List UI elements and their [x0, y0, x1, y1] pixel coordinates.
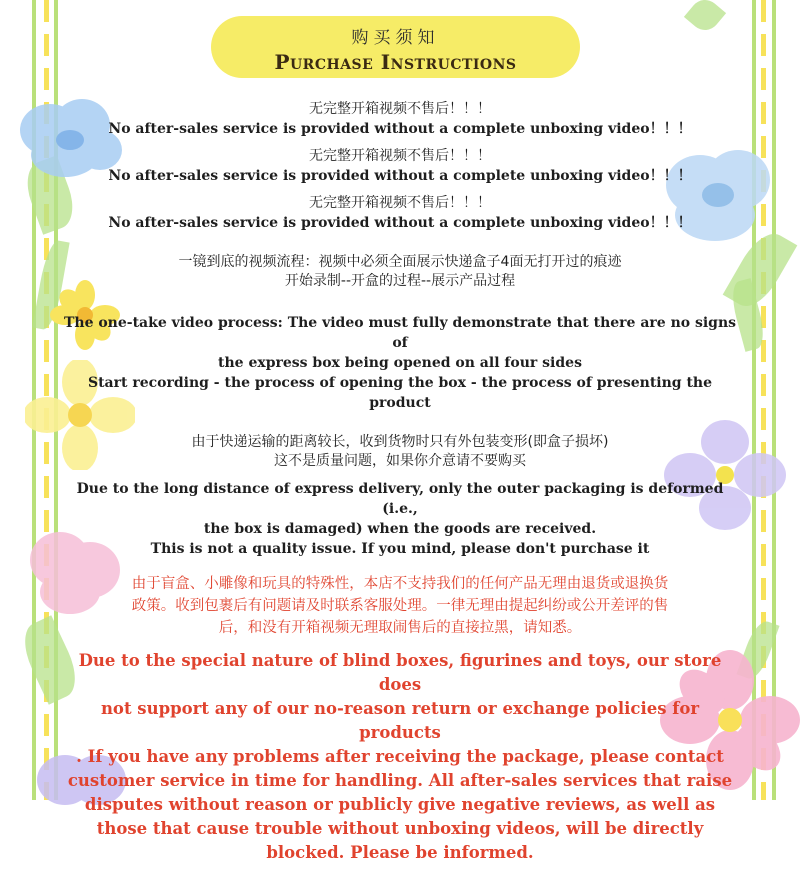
shipping-en-block: [60, 479, 740, 559]
instructions-content: [60, 100, 740, 873]
policy-en-line: disputes without reason or publicly give negative reviews, as well as: [84, 795, 716, 814]
policy-en-line: those that cause trouble without unboxing videos, will be directly: [96, 819, 704, 838]
notice-block: [60, 194, 740, 233]
process-en-line: the express box being opened on all four sides: [218, 355, 582, 371]
title-en: Purchase Instructions: [274, 50, 517, 74]
notice-en: No after-sales service is provided without a complete unboxing video！！！: [108, 121, 692, 137]
policy-zh-line: 政策。收到包裹后有问题请及时联系客服处理。一律无理由提起纠纷或公开差评的售: [131, 598, 669, 614]
process-en-line: Start recording - the process of opening the box - the process of presenting the product: [87, 375, 713, 411]
notice-zh: 无完整开箱视频不售后！！！: [309, 101, 491, 117]
leaf-icon: [684, 0, 726, 36]
shipping-zh-block: [60, 433, 740, 471]
notice-zh: 无完整开箱视频不售后！！！: [309, 148, 491, 164]
notice-block: [60, 100, 740, 139]
shipping-en-line: Due to the long distance of express delivery, only the outer packaging is deformed (i.e.,: [76, 481, 724, 517]
policy-zh-line: 后，和没有开箱视频无理取闹售后的直接拉黑，请知悉。: [218, 620, 582, 636]
title-zh: 购买须知: [351, 28, 440, 48]
header-pill: [211, 16, 580, 78]
process-en-line: The one-take video process: The video must fully demonstrate that there are no signs of: [63, 315, 737, 351]
process-zh-line: 开始录制--开盒的过程--展示产品过程: [284, 273, 516, 289]
policy-en-line: customer service in time for handling. All after-sales services that raise: [67, 771, 733, 790]
process-en-block: [60, 313, 740, 413]
shipping-en-line: the box is damaged) when the goods are received.: [203, 521, 597, 537]
policy-en-block: [60, 649, 740, 865]
policy-en-line: not support any of our no-reason return or exchange policies for products: [100, 699, 700, 742]
shipping-zh-line: 由于快递运输的距离较长，收到货物时只有外包装变形(即盒子损坏): [191, 434, 609, 450]
notice-en: No after-sales service is provided without a complete unboxing video！！！: [108, 168, 692, 184]
policy-en-line: blocked. Please be informed.: [266, 843, 534, 862]
policy-zh-line: 由于盲盒、小雕像和玩具的特殊性，本店不支持我们的任何产品无理由退货或退换货: [131, 576, 669, 592]
policy-zh-block: [60, 573, 740, 639]
policy-en-line: . If you have any problems after receiving the package, please contact: [76, 747, 724, 766]
notice-zh: 无完整开箱视频不售后！！！: [309, 195, 491, 211]
process-zh-block: [60, 253, 740, 291]
notice-block: [60, 147, 740, 186]
shipping-en-line: This is not a quality issue. If you mind, please don't purchase it: [150, 541, 650, 557]
notice-en: No after-sales service is provided without a complete unboxing video！！！: [108, 215, 692, 231]
process-zh-line: 一镜到底的视频流程：视频中必须全面展示快递盒子4面无打开过的痕迹: [178, 254, 622, 270]
policy-en-line: Due to the special nature of blind boxes, figurines and toys, our store does: [78, 651, 722, 694]
shipping-zh-line: 这不是质量问题，如果你介意请不要购买: [274, 453, 526, 469]
